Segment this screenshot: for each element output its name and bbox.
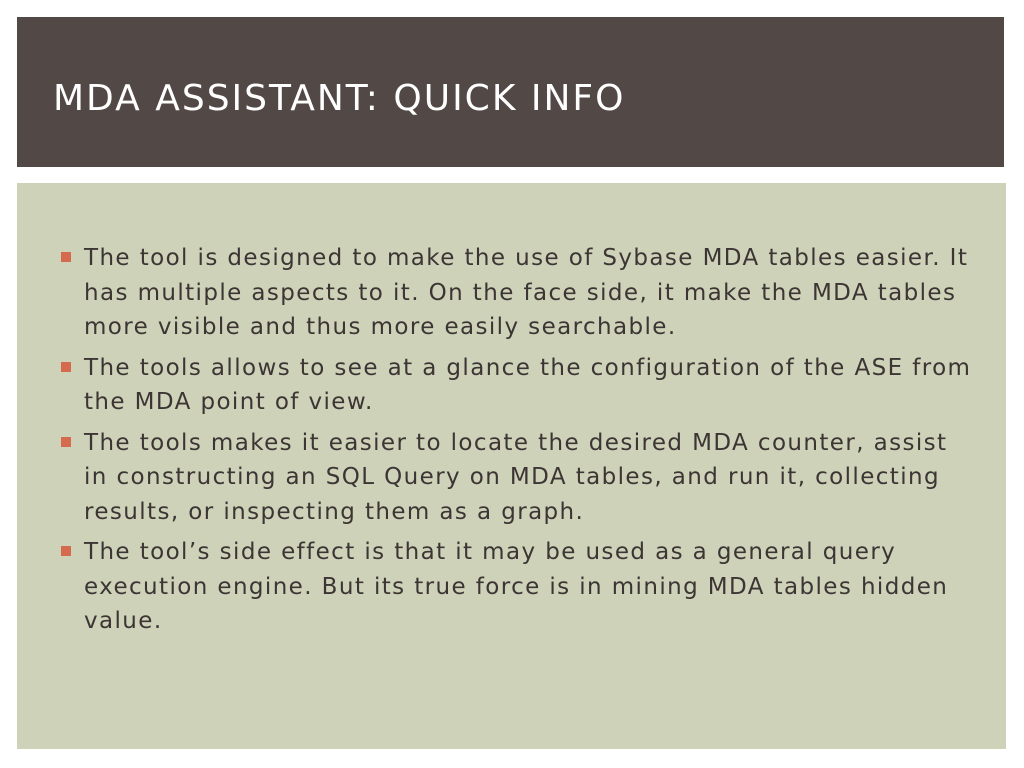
- bullet-item: [59, 426, 979, 530]
- bullet-list: [59, 241, 979, 645]
- bullet-text: The tool’s side effect is that it may be used as a general query execution engine. But its true force is in mining MDA tables hidden value.: [84, 539, 949, 634]
- square-bullet-icon: [61, 546, 71, 556]
- bullet-item: [59, 535, 979, 639]
- bullet-item: [59, 241, 979, 345]
- content-box: [17, 183, 1006, 749]
- bullet-text: The tools allows to see at a glance the configuration of the ASE from the MDA point of view.: [84, 354, 972, 415]
- slide-title: MDA ASSISTANT: QUICK INFO: [53, 78, 626, 119]
- square-bullet-icon: [61, 437, 71, 447]
- title-bar: [17, 17, 1004, 167]
- bullet-text: The tool is designed to make the use of Sybase MDA tables easier. It has multiple aspects to it. On the face side, it make the MDA tables more visible and thus more easily searchable.: [84, 245, 969, 340]
- square-bullet-icon: [61, 362, 71, 372]
- square-bullet-icon: [61, 252, 71, 262]
- bullet-item: [59, 351, 979, 420]
- bullet-text: The tools makes it easier to locate the desired MDA counter, assist in constructing an SQL Query on MDA tables, and run it, collecting results, or inspecting them as a graph.: [84, 429, 948, 525]
